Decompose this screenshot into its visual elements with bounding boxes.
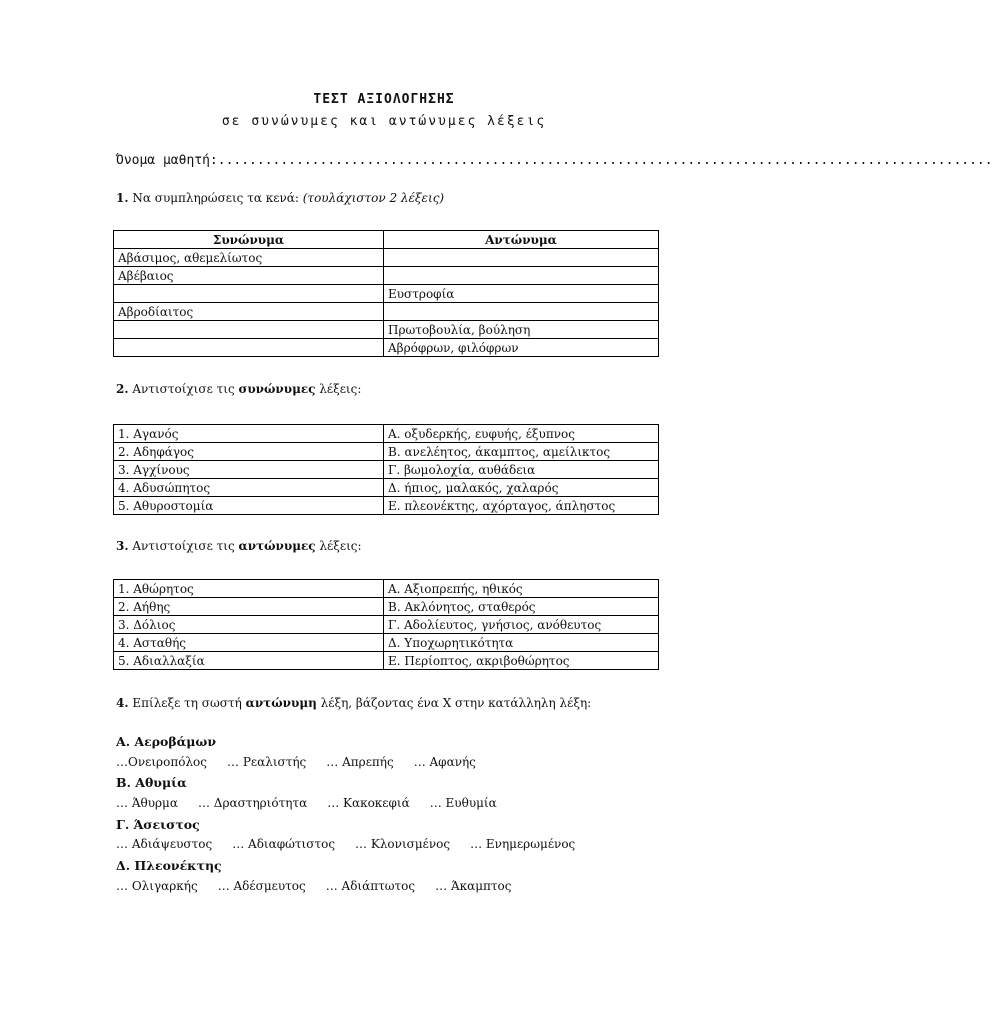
- question-4-number: 4.: [116, 696, 129, 710]
- question-3-text: Αντιστοίχισε τις: [128, 539, 239, 553]
- option-choice[interactable]: … Δραστηριότητα: [197, 796, 308, 810]
- question-3-text-end: λέξεις:: [315, 539, 362, 553]
- page-subtitle: σε συνώνυμες και αντώνυμες λέξεις: [221, 114, 547, 129]
- match-cell: Γ. Αδολίευτος, γνήσιος, ανόθευτος: [384, 616, 659, 634]
- word-cell: 2. Αδηφάγος: [114, 443, 384, 461]
- question-3-number: 3.: [116, 539, 129, 553]
- question-1: [116, 191, 444, 205]
- option-choice[interactable]: … Κλονισμένος: [355, 837, 451, 851]
- match-cell: Δ. Υποχωρητικότητα: [384, 634, 659, 652]
- antonyms-matching-table: [113, 579, 659, 670]
- option-choice[interactable]: … Άθυρμα: [116, 796, 178, 810]
- table-row: [114, 616, 659, 634]
- match-cell: Α. Αξιοπρεπής, ηθικός: [384, 580, 659, 598]
- synonyms-antonyms-table: [113, 230, 659, 357]
- antonym-cell[interactable]: Πρωτοβουλία, βούληση: [384, 321, 659, 339]
- match-cell: Α. οξυδερκής, ευφυής, έξυπνος: [384, 425, 659, 443]
- table-row: [114, 267, 659, 285]
- table-row: [114, 285, 659, 303]
- table-row: [114, 303, 659, 321]
- synonym-cell[interactable]: Αβέβαιος: [114, 267, 384, 285]
- match-cell: Ε. Περίοπτος, ακριβοθώρητος: [384, 652, 659, 670]
- table-row: [114, 339, 659, 357]
- student-name-line: Όνομα μαθητή:...................................................................................................: [116, 153, 993, 168]
- option-choice[interactable]: … Αφανής: [413, 755, 476, 769]
- option-choice[interactable]: … Ευθυμία: [429, 796, 497, 810]
- table-row: [114, 321, 659, 339]
- question-4-text: Επίλεξε τη σωστή: [128, 696, 246, 710]
- word-cell: 5. Αθυροστομία: [114, 497, 384, 515]
- group-a-title: Α. Αεροβάμων: [116, 734, 216, 749]
- option-choice[interactable]: … Ενημερωμένος: [470, 837, 576, 851]
- synonym-cell[interactable]: [114, 321, 384, 339]
- word-cell: 1. Αθώρητος: [114, 580, 384, 598]
- table-header-row: [114, 231, 659, 249]
- match-cell: Β. ανελέητος, άκαμπτος, αμείλικτος: [384, 443, 659, 461]
- word-cell: 3. Αγχίνους: [114, 461, 384, 479]
- question-1-hint: (τουλάχιστον 2 λέξεις): [302, 191, 445, 205]
- table-row: [114, 580, 659, 598]
- word-cell: 1. Αγανός: [114, 425, 384, 443]
- table-row: [114, 461, 659, 479]
- table-row: [114, 652, 659, 670]
- question-2-text: Αντιστοίχισε τις: [128, 382, 239, 396]
- antonym-cell[interactable]: [384, 249, 659, 267]
- match-cell: Ε. πλεονέκτης, αχόρταγος, άπληστος: [384, 497, 659, 515]
- question-2-number: 2.: [116, 382, 129, 396]
- synonym-cell[interactable]: Αβροδίαιτος: [114, 303, 384, 321]
- group-b-options: [116, 796, 517, 810]
- question-1-number: 1.: [116, 191, 129, 205]
- synonym-cell[interactable]: Αβάσιμος, αθεμελίωτος: [114, 249, 384, 267]
- question-4: [116, 696, 591, 710]
- question-2-text-end: λέξεις:: [315, 382, 362, 396]
- table-row: [114, 598, 659, 616]
- group-b-title: Β. Αθυμία: [116, 775, 187, 790]
- option-choice[interactable]: … Απρεπής: [326, 755, 394, 769]
- question-4-keyword: αντώνυμη: [245, 696, 317, 710]
- question-2-keyword: συνώνυμες: [238, 382, 316, 396]
- table-row: [114, 249, 659, 267]
- option-choice[interactable]: … Ολιγαρκής: [116, 879, 198, 893]
- option-choice[interactable]: … Ρεαλιστής: [227, 755, 307, 769]
- option-choice[interactable]: …Ονειροπόλος: [116, 755, 207, 769]
- table-row: [114, 443, 659, 461]
- question-3-keyword: αντώνυμες: [238, 539, 316, 553]
- group-d-options: [116, 879, 532, 893]
- group-c-title: Γ. Άσειστος: [116, 817, 200, 832]
- group-a-options: [116, 755, 496, 769]
- word-cell: 4. Ασταθής: [114, 634, 384, 652]
- question-2: [116, 382, 361, 396]
- option-choice[interactable]: … Αδιαφώτιστος: [232, 837, 336, 851]
- antonym-cell[interactable]: Αβρόφρων, φιλόφρων: [384, 339, 659, 357]
- question-4-text-end: λέξη, βάζοντας ένα Χ στην κατάλληλη λέξη:: [316, 696, 592, 710]
- word-cell: 3. Δόλιος: [114, 616, 384, 634]
- antonym-cell[interactable]: Ευστροφία: [384, 285, 659, 303]
- antonym-cell[interactable]: [384, 303, 659, 321]
- match-cell: Δ. ήπιος, μαλακός, χαλαρός: [384, 479, 659, 497]
- match-cell: Β. Ακλόνητος, σταθερός: [384, 598, 659, 616]
- antonym-cell[interactable]: [384, 267, 659, 285]
- header-antonyms: Αντώνυμα: [384, 231, 659, 249]
- table-row: [114, 497, 659, 515]
- option-choice[interactable]: … Αδέσμευτος: [217, 879, 306, 893]
- table-row: [114, 479, 659, 497]
- table-row: [114, 425, 659, 443]
- option-choice[interactable]: … Αδιάψευστος: [116, 837, 213, 851]
- synonym-cell[interactable]: [114, 285, 384, 303]
- question-1-text: Να συμπληρώσεις τα κενά:: [128, 191, 303, 205]
- table-row: [114, 634, 659, 652]
- match-cell: Γ. βωμολοχία, αυθάδεια: [384, 461, 659, 479]
- option-choice[interactable]: … Άκαμπτος: [435, 879, 512, 893]
- option-choice[interactable]: … Κακοκεφιά: [327, 796, 410, 810]
- synonyms-matching-table: [113, 424, 659, 515]
- group-c-options: [116, 837, 595, 851]
- synonym-cell[interactable]: [114, 339, 384, 357]
- word-cell: 2. Αήθης: [114, 598, 384, 616]
- question-3: [116, 539, 362, 553]
- option-choice[interactable]: … Αδιάπτωτος: [325, 879, 416, 893]
- header-synonyms: Συνώνυμα: [114, 231, 384, 249]
- group-d-title: Δ. Πλεονέκτης: [116, 858, 222, 873]
- page-title: ΤΕΣΤ ΑΞΙΟΛΟΓΗΣΗΣ: [313, 92, 455, 107]
- word-cell: 5. Αδιαλλαξία: [114, 652, 384, 670]
- word-cell: 4. Αδυσώπητος: [114, 479, 384, 497]
